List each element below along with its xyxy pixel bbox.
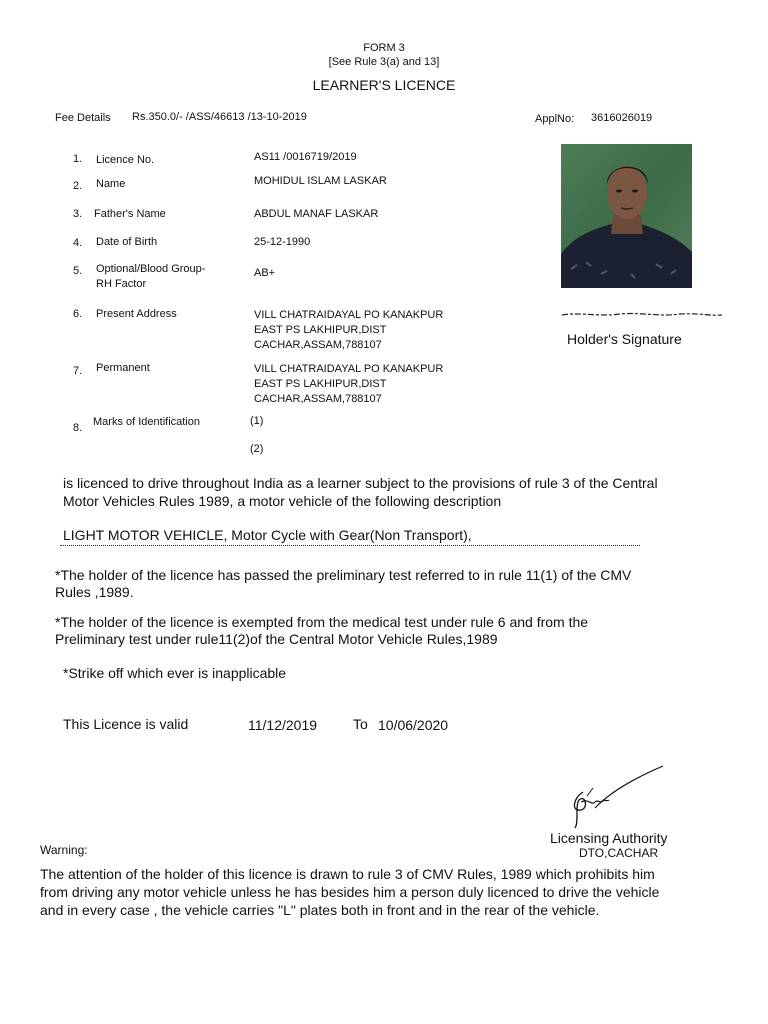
- fee-details-label: Fee Details: [55, 112, 111, 124]
- validity-from-date: 11/12/2019: [248, 717, 318, 733]
- field-value-permanent-address: [254, 362, 443, 407]
- address-line: VILL CHATRAIDAYAL PO KANAKPUR: [254, 309, 444, 321]
- validity-to-label: To: [353, 716, 368, 732]
- validity-to-date: 10/06/2020: [378, 717, 449, 733]
- appl-no-label: ApplNo:: [535, 113, 575, 125]
- note-medical-exemption-line: *The holder of the licence is exempted from the medical test under rule 6 and from the: [55, 614, 589, 630]
- field-value-present-address: [254, 308, 443, 353]
- field-number: 2.: [73, 180, 83, 192]
- field-label-fathers-name: Father's Name: [94, 208, 166, 220]
- licence-statement-line: Motor Vehicles Rules 1989, a motor vehicle of the following description: [63, 493, 502, 509]
- validity-label: This Licence is valid: [63, 716, 189, 732]
- field-value-name: MOHIDUL ISLAM LASKAR: [254, 175, 387, 187]
- holder-photo: [561, 144, 692, 288]
- field-label-date-of-birth: Date of Birth: [96, 236, 158, 248]
- divider-dotted: [60, 545, 640, 546]
- licensing-authority-title: Licensing Authority: [550, 830, 668, 846]
- field-number: 5.: [73, 265, 83, 277]
- field-label-permanent-address: Permanent: [96, 362, 150, 374]
- licensing-authority-office: DTO,CACHAR: [579, 846, 659, 860]
- rule-reference: [See Rule 3(a) and 13]: [328, 56, 440, 68]
- field-number: 8.: [73, 422, 83, 434]
- warning-label: Warning:: [40, 843, 88, 857]
- field-label-blood-group: Optional/Blood Group-: [96, 263, 206, 275]
- field-number: 3.: [73, 208, 83, 220]
- field-label-present-address: Present Address: [96, 308, 177, 320]
- identification-mark-2: (2): [250, 443, 264, 455]
- form-number: FORM 3: [363, 42, 405, 54]
- field-value-fathers-name: ABDUL MANAF LASKAR: [254, 208, 379, 220]
- fee-details-value: Rs.350.0/- /ASS/46613 /13-10-2019: [132, 111, 307, 123]
- field-number: 4.: [73, 237, 83, 249]
- field-label-licence-no: Licence No.: [96, 154, 155, 166]
- address-line: VILL CHATRAIDAYAL PO KANAKPUR: [254, 363, 444, 375]
- address-line: EAST PS LAKHIPUR,DIST: [254, 324, 387, 336]
- address-line: CACHAR,ASSAM,788107: [254, 339, 382, 351]
- note-preliminary-test-line: *The holder of the licence has passed the preliminary test referred to in rule 11(1) of the CMV: [55, 567, 632, 583]
- field-value-date-of-birth: 25-12-1990: [254, 236, 311, 248]
- warning-text-line: The attention of the holder of this licence is drawn to rule 3 of CMV Rules, 1989 which prohibits him: [40, 866, 655, 882]
- appl-no-value: 3616026019: [591, 112, 653, 124]
- field-label-name: Name: [96, 178, 126, 190]
- holder-signature-label: Holder's Signature: [567, 331, 682, 347]
- strike-off-note: *Strike off which ever is inapplicable: [63, 665, 287, 681]
- field-label-marks-of-identification: Marks of Identification: [93, 416, 200, 428]
- holder-signature-icon: [560, 310, 724, 320]
- identification-mark-1: (1): [250, 415, 264, 427]
- vehicle-classes: LIGHT MOTOR VEHICLE, Motor Cycle with Gear(Non Transport),: [63, 527, 472, 543]
- field-value-licence-no: AS11 /0016719/2019: [254, 151, 357, 163]
- page-title: LEARNER'S LICENCE: [312, 77, 456, 93]
- licence-statement-line: is licenced to drive throughout India as a learner subject to the provisions of rule 3 of the Central: [63, 475, 658, 491]
- note-preliminary-test-line: Rules ,1989.: [55, 584, 134, 600]
- address-line: EAST PS LAKHIPUR,DIST: [254, 378, 387, 390]
- field-number: 7.: [73, 365, 83, 377]
- field-number: 6.: [73, 308, 83, 320]
- warning-text-line: from driving any motor vehicle unless he has besides him a person duly licenced to drive the vehicle: [40, 884, 660, 900]
- field-number: 1.: [73, 153, 83, 165]
- authority-signature-icon: [565, 762, 670, 832]
- note-medical-exemption-line: Preliminary test under rule11(2)of the Central Motor Vehicle Rules,1989: [55, 631, 498, 647]
- field-label-rh-factor: RH Factor: [96, 278, 147, 290]
- warning-text-line: and in every case , the vehicle carries "L" plates both in front and in the rear of the vehicle.: [40, 902, 600, 918]
- field-value-blood-group: AB+: [254, 267, 276, 279]
- address-line: CACHAR,ASSAM,788107: [254, 393, 382, 405]
